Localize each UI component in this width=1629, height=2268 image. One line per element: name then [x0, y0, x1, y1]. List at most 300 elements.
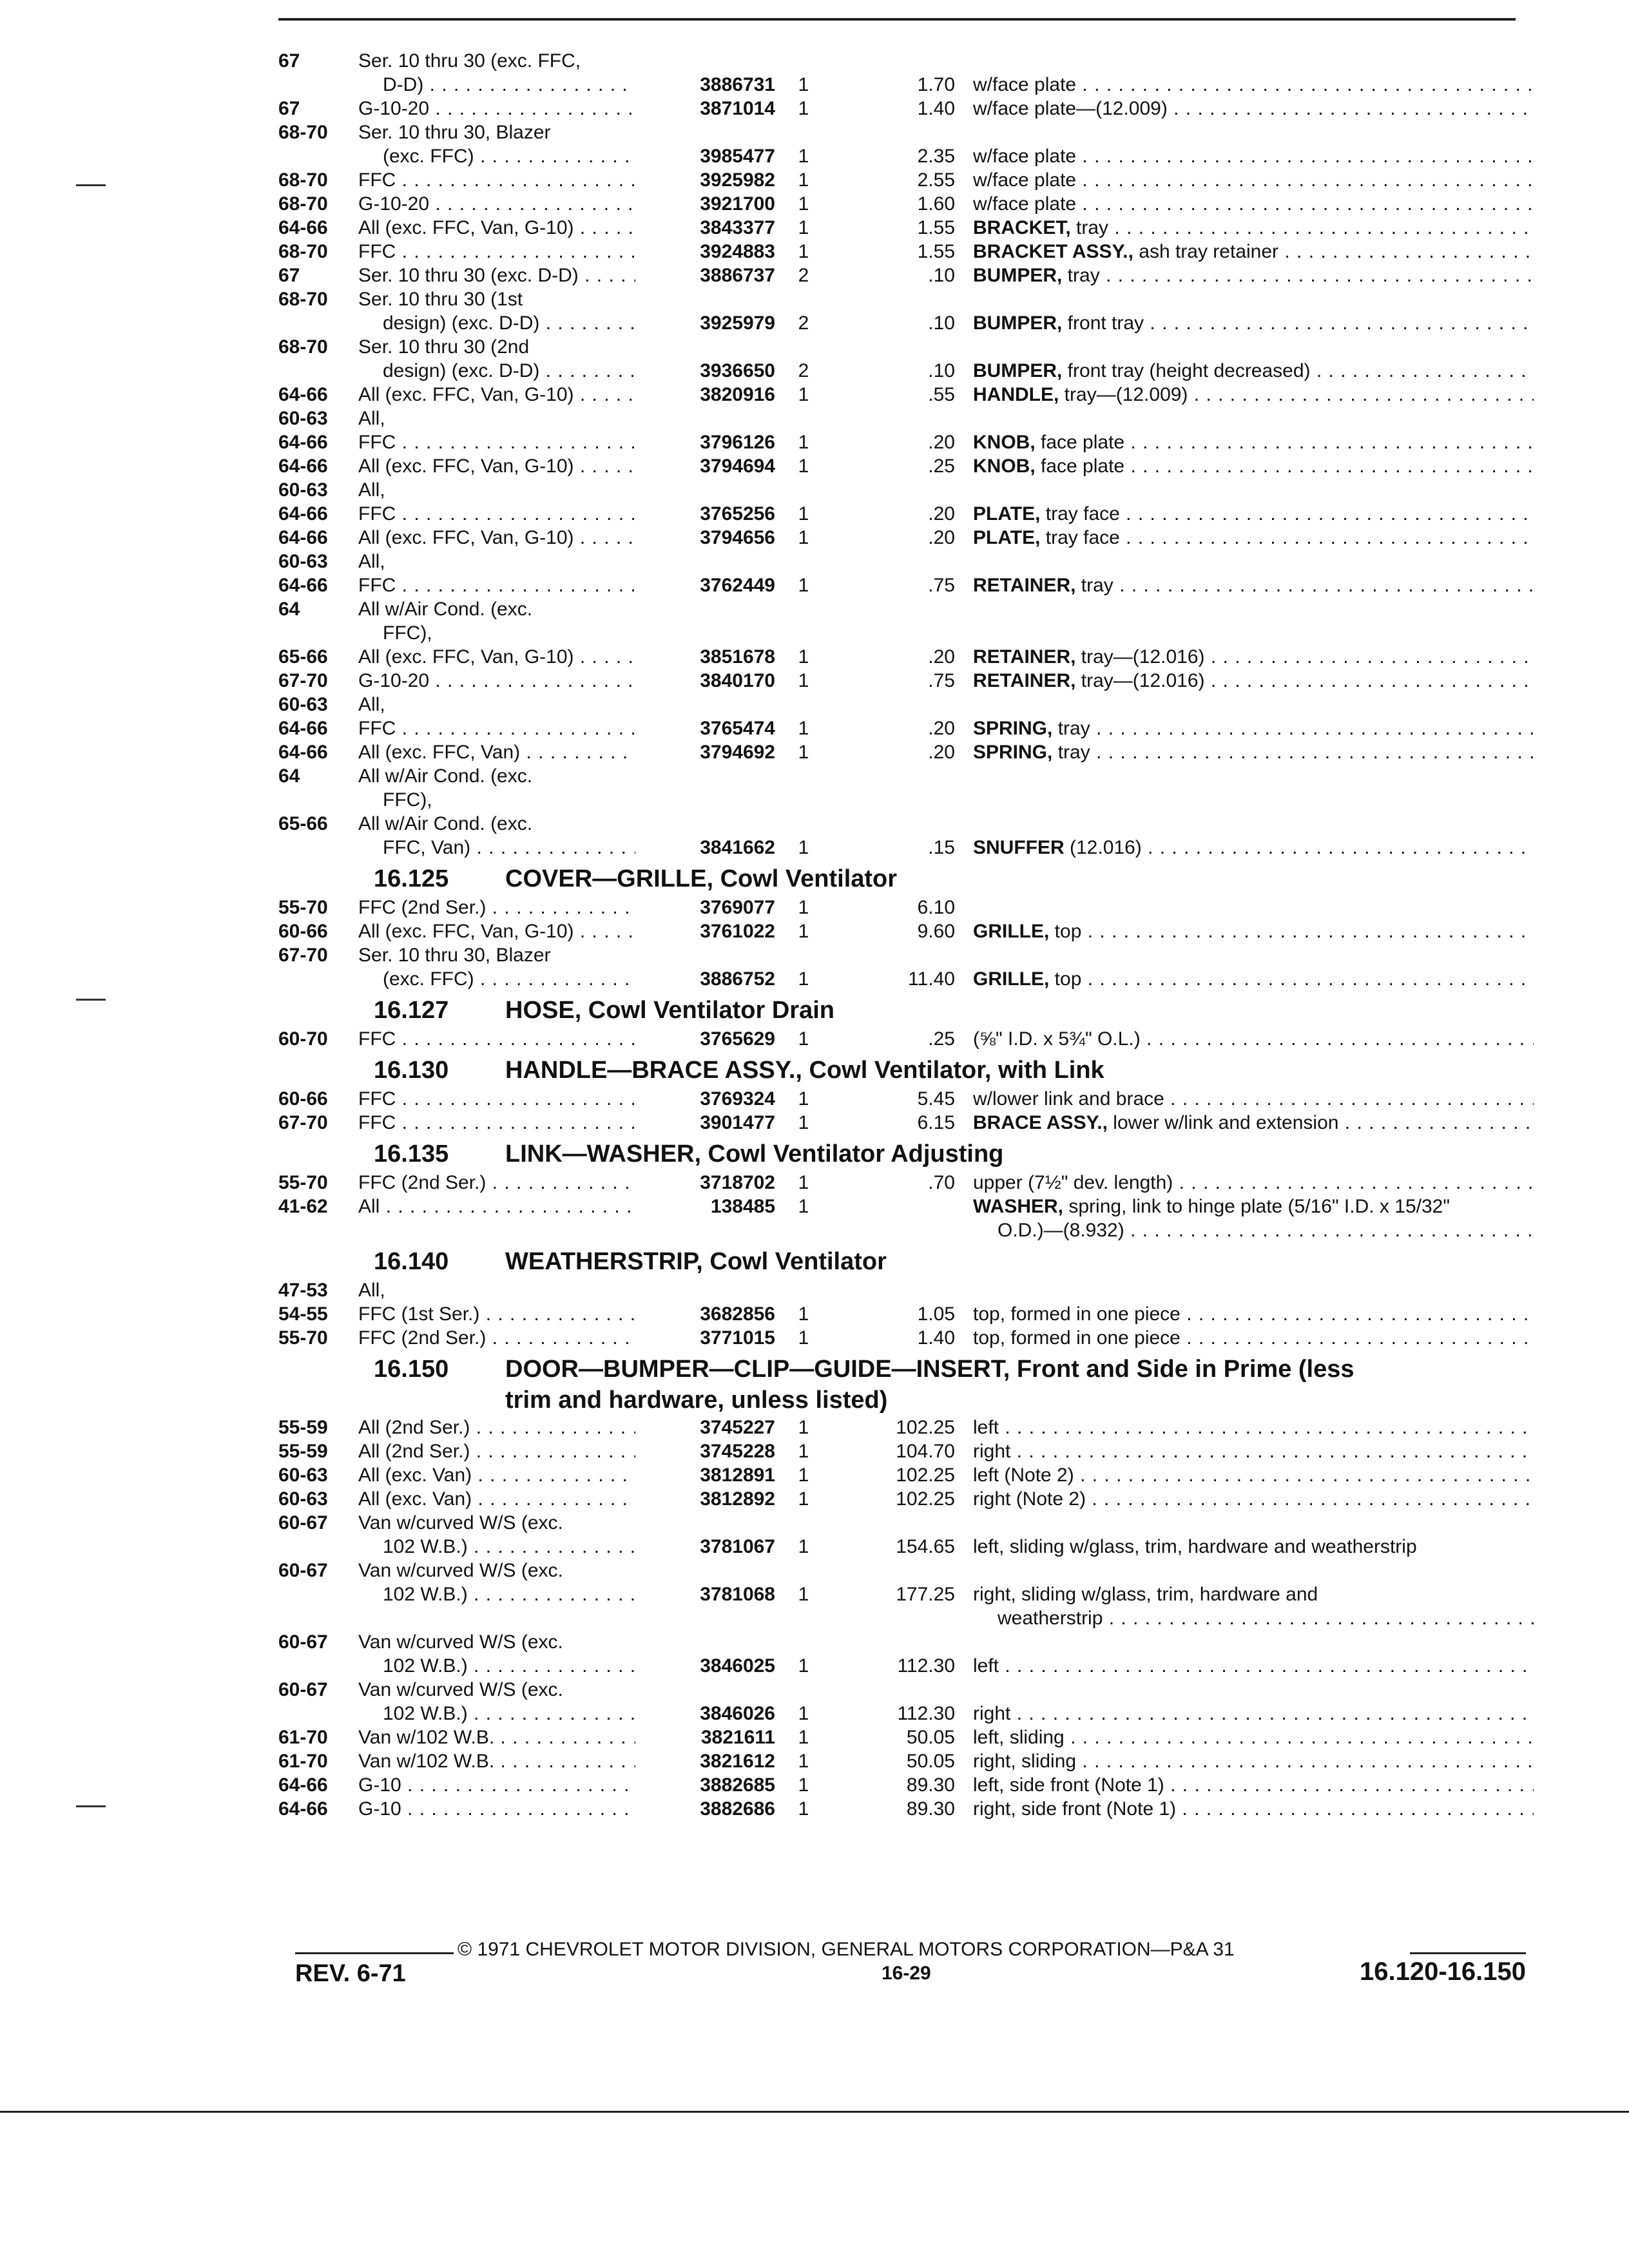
price: 50.05 [906, 1751, 955, 1772]
part-name: SPRING, [973, 742, 1053, 763]
remarks-text: tray [1070, 217, 1109, 238]
remarks [973, 359, 1534, 383]
table-row [278, 311, 1535, 335]
application-description: All w/Air Cond. (exc. [358, 599, 533, 620]
application-description: Ser. 10 thru 30 (2nd [358, 336, 530, 358]
part-number: 3886752 [636, 967, 775, 991]
application-description: G-10 . . . [358, 1797, 635, 1821]
section-number: 16.125 [374, 865, 449, 892]
table-row [278, 1087, 1535, 1111]
application-description: Van w/102 W.B. . . . [358, 1749, 635, 1773]
remarks [973, 1606, 1534, 1630]
revision-label: REV. 6-71 [295, 1960, 406, 1987]
table-row [278, 97, 1535, 120]
quantity: 1 [798, 575, 809, 596]
quantity: 1 [798, 1303, 809, 1325]
year-range: 60-63 [278, 479, 328, 501]
price: 2.35 [917, 146, 955, 167]
remarks [973, 1725, 1534, 1749]
remarks-text: top [1049, 968, 1082, 990]
year-range: 64-66 [278, 217, 328, 238]
year-range: 60-67 [278, 1679, 328, 1700]
remarks-text: left, sliding [973, 1727, 1065, 1748]
table-row [278, 49, 1535, 73]
quantity: 1 [798, 193, 809, 215]
year-range: 64-66 [278, 456, 328, 477]
quantity: 2 [798, 265, 809, 286]
table-row [278, 454, 1535, 478]
remarks [973, 264, 1534, 287]
footer-rule-left [295, 1952, 454, 1954]
table-row [278, 1535, 1535, 1559]
year-range: 60-67 [278, 1512, 328, 1533]
part-number: 3765629 [636, 1027, 775, 1051]
remarks-text: tray—(12.016) [1075, 646, 1205, 668]
table-row [278, 73, 1535, 97]
remarks [973, 1749, 1534, 1773]
application-description: All (exc. Van) . . . [358, 1463, 635, 1487]
margin-mark [76, 999, 106, 1001]
remarks-text: face plate [1035, 456, 1125, 477]
year-range: 67-70 [278, 1112, 328, 1133]
table-row [278, 1416, 1535, 1439]
remarks [973, 573, 1534, 597]
table-row [278, 287, 1535, 311]
year-range: 64-66 [278, 503, 328, 524]
price: 102.25 [896, 1488, 955, 1510]
remarks [973, 836, 1534, 860]
price: 112.30 [897, 1703, 955, 1724]
year-range: 60-67 [278, 1560, 328, 1581]
table-row [278, 1487, 1535, 1511]
table-row [278, 645, 1535, 669]
section-number: 16.150 [374, 1356, 449, 1383]
table-row [278, 502, 1535, 526]
section-range: 16.120-16.150 [1359, 1957, 1526, 1986]
table-row [278, 240, 1535, 264]
table-row [278, 1218, 1535, 1242]
part-number: 3846026 [636, 1702, 775, 1725]
part-number: 3796126 [636, 430, 775, 454]
application-description: G-10 . . . [358, 1773, 635, 1797]
remarks-text: left [973, 1417, 999, 1438]
year-range: 67 [278, 98, 300, 119]
application-description: All (exc. FFC, Van, G-10) . . . [358, 454, 635, 478]
year-range: 64 [278, 599, 300, 620]
quantity: 1 [798, 1172, 809, 1193]
year-range: 47-53 [278, 1280, 328, 1301]
section-title: DOOR—BUMPER—CLIP—GUIDE—INSERT, Front and Side in Prime (less [505, 1356, 1354, 1383]
remarks-text: tray [1075, 575, 1113, 596]
year-range: 60-63 [278, 694, 328, 715]
quantity: 1 [798, 1417, 809, 1438]
part-number: 3841662 [636, 836, 775, 860]
application-description: Ser. 10 thru 30, Blazer [358, 945, 551, 966]
year-range: 64-66 [278, 1798, 328, 1820]
table-row [278, 144, 1535, 168]
table-row [278, 621, 1535, 645]
section-title-continued: trim and hardware, unless listed) [505, 1387, 888, 1414]
part-number: 3794692 [636, 740, 775, 764]
price: .55 [928, 384, 955, 405]
price: .20 [928, 742, 955, 763]
quantity: 1 [798, 718, 809, 739]
application-description: All . . . [358, 1195, 635, 1218]
price: 2.55 [917, 169, 955, 191]
quantity: 1 [798, 384, 809, 405]
quantity: 2 [798, 360, 809, 381]
table-row [278, 1797, 1535, 1821]
quantity: 1 [798, 1536, 809, 1557]
quantity: 1 [798, 646, 809, 668]
remarks [973, 967, 1534, 991]
year-range: 55-70 [278, 1172, 328, 1193]
year-range: 64-66 [278, 527, 328, 548]
part-number: 3718702 [636, 1171, 775, 1195]
application-description: All (exc. FFC, Van, G-10) . . . [358, 645, 635, 669]
part-number: 3936650 [636, 359, 775, 383]
quantity: 1 [798, 456, 809, 477]
remarks-text: weatherstrip [998, 1608, 1103, 1629]
year-range: 68-70 [278, 241, 328, 262]
application-description: design) (exc. D-D) . . . [358, 359, 635, 383]
application-description: All (2nd Ser.) . . . [358, 1416, 635, 1439]
price: .20 [928, 718, 955, 739]
part-number: 3882686 [636, 1797, 775, 1821]
year-range: 67-70 [278, 945, 328, 966]
remarks [973, 1027, 1534, 1051]
application-description: FFC . . . [358, 573, 635, 597]
part-number: 3765474 [636, 716, 775, 740]
price: .75 [928, 670, 955, 691]
remarks-text: right [973, 1441, 1011, 1462]
application-description: Ser. 10 thru 30 (exc. D-D) . . . [358, 264, 635, 287]
table-row [278, 1511, 1535, 1535]
quantity: 1 [798, 1465, 809, 1486]
application-description: FFC . . . [358, 168, 635, 192]
quantity: 1 [798, 968, 809, 990]
remarks [973, 192, 1534, 216]
application-description: All (exc. Van) . . . [358, 1487, 635, 1511]
remarks-text: w/face plate [973, 169, 1077, 191]
table-row [278, 120, 1535, 144]
remarks-text: w/face plate [973, 146, 1077, 167]
application-description: All (exc. FFC, Van) . . . [358, 740, 635, 764]
price: 104.70 [896, 1441, 955, 1462]
remarks [973, 1195, 1534, 1218]
table-row [278, 597, 1535, 621]
quantity: 1 [798, 503, 809, 524]
quantity: 1 [798, 1196, 809, 1217]
remarks [973, 430, 1534, 454]
table-row [278, 1654, 1535, 1678]
quantity: 1 [798, 1774, 809, 1796]
price: .70 [928, 1172, 955, 1193]
remarks [973, 1439, 1534, 1463]
quantity: 1 [798, 217, 809, 238]
application-description: All, [358, 408, 385, 429]
price: 6.15 [917, 1112, 955, 1133]
part-number: 3812892 [636, 1487, 775, 1511]
part-name: BUMPER, [973, 265, 1063, 286]
bottom-rule [0, 2111, 1629, 2113]
year-range: 41-62 [278, 1196, 328, 1217]
part-number: 3925979 [636, 311, 775, 335]
part-number: 3843377 [636, 216, 775, 240]
application-description: All (exc. FFC, Van, G-10) . . . [358, 216, 635, 240]
price: .10 [928, 265, 955, 286]
application-description: FFC (1st Ser.) . . . [358, 1302, 635, 1326]
quantity: 1 [798, 98, 809, 119]
price: .75 [928, 575, 955, 596]
application-description: FFC . . . [358, 1087, 635, 1111]
application-description: (exc. FFC) . . . [358, 967, 635, 991]
section-number: 16.135 [374, 1140, 449, 1168]
part-number: 3924883 [636, 240, 775, 264]
remarks [973, 526, 1534, 550]
year-range: 60-63 [278, 551, 328, 572]
price: 1.40 [917, 98, 955, 119]
price: 9.60 [917, 921, 955, 942]
quantity: 1 [798, 1798, 809, 1820]
table-row [278, 430, 1535, 454]
section-heading [278, 862, 1535, 896]
year-range: 55-59 [278, 1417, 328, 1438]
part-number: 138485 [636, 1195, 775, 1218]
application-description: G-10-20 . . . [358, 669, 635, 693]
remarks [973, 502, 1534, 526]
part-number: 3871014 [636, 97, 775, 120]
quantity: 1 [798, 1028, 809, 1050]
remarks [973, 669, 1534, 693]
price: .20 [928, 646, 955, 668]
table-row [278, 788, 1535, 812]
margin-mark [76, 184, 106, 186]
remarks-text: (12.016) [1064, 837, 1142, 858]
table-row [278, 1278, 1535, 1302]
price: .10 [928, 312, 955, 334]
table-row [278, 1630, 1535, 1654]
remarks [973, 1302, 1534, 1326]
price: 154.65 [896, 1536, 955, 1557]
remarks [973, 311, 1534, 335]
remarks-text: left, side front (Note 1) [973, 1774, 1164, 1796]
remarks [973, 919, 1534, 943]
year-range: 64-66 [278, 742, 328, 763]
part-number: 3771015 [636, 1326, 775, 1350]
application-description: 102 W.B.) . . . [358, 1535, 635, 1559]
remarks-text: spring, link to hinge plate (5/16" I.D. x 15/32" [1063, 1196, 1450, 1217]
part-number: 3886737 [636, 264, 775, 287]
part-name: RETAINER, [973, 646, 1076, 668]
table-row [278, 693, 1535, 716]
quantity: 1 [798, 241, 809, 262]
remarks-text: tray [1062, 265, 1100, 286]
application-description: All (exc. FFC, Van, G-10) . . . [358, 526, 635, 550]
table-row [278, 1678, 1535, 1702]
table-row [278, 1606, 1535, 1630]
table-row [278, 1027, 1535, 1051]
year-range: 55-59 [278, 1441, 328, 1462]
application-description: FFC . . . [358, 502, 635, 526]
part-number: 3745228 [636, 1439, 775, 1463]
quantity: 1 [798, 1088, 809, 1110]
part-number: 3821612 [636, 1749, 775, 1773]
remarks [973, 645, 1534, 669]
copyright-notice: © 1971 CHEVROLET MOTOR DIVISION, GENERAL MOTORS CORPORATION—P&A 31 [458, 1939, 1235, 1960]
year-range: 54-55 [278, 1303, 328, 1325]
table-row [278, 216, 1535, 240]
quantity: 1 [798, 1727, 809, 1748]
table-row [278, 1111, 1535, 1135]
part-number: 3840170 [636, 669, 775, 693]
application-description: Van w/102 W.B. . . . [358, 1725, 635, 1749]
price: .20 [928, 432, 955, 453]
table-row [278, 573, 1535, 597]
remarks-text: w/face plate [973, 193, 1077, 215]
year-range: 68-70 [278, 289, 328, 310]
quantity: 1 [798, 921, 809, 942]
application-description: All, [358, 551, 385, 572]
section-heading [278, 1137, 1535, 1171]
remarks-text: w/face plate—(12.009) [973, 98, 1168, 119]
table-row [278, 168, 1535, 192]
quantity: 1 [798, 742, 809, 763]
price: .15 [928, 837, 955, 858]
year-range: 60-66 [278, 921, 328, 942]
application-description: 102 W.B.) . . . [358, 1654, 635, 1678]
quantity: 1 [798, 169, 809, 191]
table-row [278, 478, 1535, 502]
part-number: 3769077 [636, 896, 775, 919]
remarks-text: upper (7½" dev. length) [973, 1172, 1173, 1193]
table-row [278, 335, 1535, 359]
part-name: KNOB, [973, 432, 1036, 453]
remarks [973, 168, 1534, 192]
application-description: FFC . . . [358, 430, 635, 454]
table-row [278, 669, 1535, 693]
remarks-text: tray—(12.009) [1059, 384, 1188, 405]
application-description: Ser. 10 thru 30, Blazer [358, 122, 551, 143]
year-range: 60-70 [278, 1028, 328, 1050]
remarks-text: left [973, 1655, 999, 1677]
part-name: SNUFFER [973, 837, 1065, 858]
remarks-text: top, formed in one piece [973, 1327, 1181, 1349]
year-range: 64-66 [278, 384, 328, 405]
section-number: 16.130 [374, 1057, 449, 1084]
part-name: BUMPER, [973, 360, 1063, 381]
application-description: G-10-20 . . . [358, 192, 635, 216]
remarks-text: lower w/link and extension [1107, 1112, 1339, 1133]
year-range: 61-70 [278, 1727, 328, 1748]
remarks-text: w/lower link and brace [973, 1088, 1164, 1110]
section-title: WEATHERSTRIP, Cowl Ventilator [505, 1248, 887, 1275]
application-description: FFC . . . [358, 1111, 635, 1135]
remarks [973, 1535, 1534, 1559]
year-range: 60-63 [278, 1465, 328, 1486]
table-row [278, 1463, 1535, 1487]
remarks-text: w/face plate [973, 74, 1077, 95]
application-description: FFC . . . [358, 1027, 635, 1051]
part-name: GRILLE, [973, 968, 1050, 990]
remarks [973, 144, 1534, 168]
remarks [973, 1773, 1534, 1797]
year-range: 68-70 [278, 193, 328, 215]
remarks-text: front tray [1062, 312, 1144, 334]
remarks-text: tray—(12.016) [1075, 670, 1205, 691]
price: 1.70 [917, 74, 955, 95]
remarks-text: tray face [1040, 527, 1120, 548]
part-number: 3812891 [636, 1463, 775, 1487]
table-row [278, 192, 1535, 216]
application-description: FFC), [383, 622, 432, 644]
part-number: 3821611 [636, 1725, 775, 1749]
part-name: RETAINER, [973, 575, 1076, 596]
quantity: 1 [798, 1703, 809, 1724]
part-name: BRACKET ASSY., [973, 241, 1133, 262]
application-description: 102 W.B.) . . . [358, 1582, 635, 1606]
part-name: BRACE ASSY., [973, 1112, 1108, 1133]
part-name: KNOB, [973, 456, 1036, 477]
remarks-text: ash tray retainer [1133, 241, 1279, 262]
section-title: HOSE, Cowl Ventilator Drain [505, 997, 834, 1024]
price: 177.25 [896, 1584, 955, 1605]
application-description: Ser. 10 thru 30 (exc. FFC, [358, 50, 581, 72]
quantity: 1 [798, 1751, 809, 1772]
quantity: 1 [798, 1441, 809, 1462]
remarks [973, 1087, 1534, 1111]
application-description: All (exc. FFC, Van, G-10) . . . [358, 919, 635, 943]
quantity: 1 [798, 74, 809, 95]
price: .25 [928, 1028, 955, 1050]
quantity: 1 [798, 432, 809, 453]
price: .20 [928, 503, 955, 524]
quantity: 1 [798, 1488, 809, 1510]
remarks-text: right, sliding w/glass, trim, hardware and [973, 1584, 1318, 1605]
remarks [973, 1654, 1534, 1678]
remarks-text: right, side front (Note 1) [973, 1798, 1177, 1820]
year-range: 64-66 [278, 432, 328, 453]
part-number: 3682856 [636, 1302, 775, 1326]
section-heading [278, 994, 1535, 1027]
remarks [973, 1797, 1534, 1821]
part-name: GRILLE, [973, 921, 1050, 942]
price: 112.30 [897, 1655, 955, 1677]
remarks-text: right [973, 1703, 1011, 1724]
remarks-text: top, formed in one piece [973, 1303, 1181, 1325]
remarks [973, 1487, 1534, 1511]
year-range: 67-70 [278, 670, 328, 691]
part-number: 3882685 [636, 1773, 775, 1797]
table-row [278, 1326, 1535, 1350]
year-range: 55-70 [278, 897, 328, 918]
remarks [973, 383, 1534, 407]
table-row [278, 526, 1535, 550]
remarks-text: tray [1052, 718, 1090, 739]
part-name: PLATE, [973, 503, 1041, 524]
part-name: BRACKET, [973, 217, 1071, 238]
table-row [278, 764, 1535, 788]
price: .25 [928, 456, 955, 477]
application-description: All (2nd Ser.) . . . [358, 1439, 635, 1463]
year-range: 64 [278, 765, 300, 787]
parts-listing [278, 49, 1535, 1821]
application-description: All, [358, 1280, 385, 1301]
application-description: FFC (2nd Ser.) . . . [358, 1171, 635, 1195]
part-number: 3781067 [636, 1535, 775, 1559]
remarks [973, 73, 1534, 97]
remarks-text: front tray (height decreased) [1062, 360, 1311, 381]
